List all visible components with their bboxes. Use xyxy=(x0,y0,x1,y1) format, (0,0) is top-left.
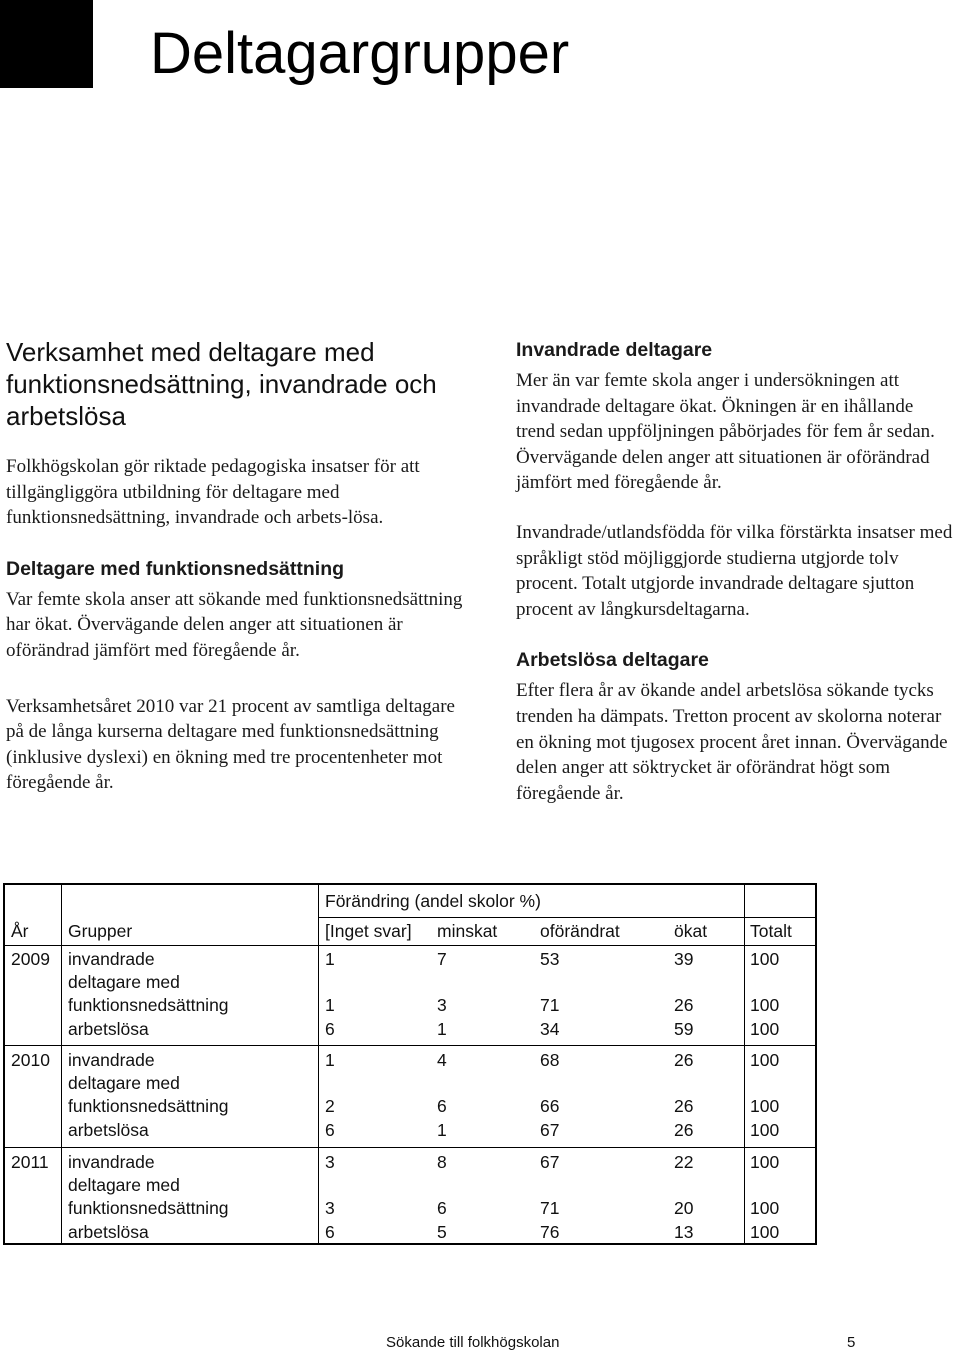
column-header-oforandrat: oförändrat xyxy=(540,921,620,941)
table-group-label: deltagare med xyxy=(68,972,180,992)
table-cell-value: 71 xyxy=(540,995,560,1015)
table-cell-value: 26 xyxy=(674,1050,694,1070)
table-cell-value: 100 xyxy=(750,1050,780,1070)
section-heading: Verksamhet med deltagare med funktionsnedsättning, invandrade och arbetslösa xyxy=(6,337,437,431)
table-cell-value: 68 xyxy=(540,1050,560,1070)
table-cell-value: 3 xyxy=(325,1152,335,1172)
table-divider-header xyxy=(5,945,815,946)
table-cell-value: 3 xyxy=(325,1198,335,1218)
table-cell-value: 5 xyxy=(437,1222,447,1242)
column-header-inget-svar: [Inget svar] xyxy=(325,921,412,941)
table-group-label: deltagare med xyxy=(68,1175,180,1195)
table-group-label: funktionsnedsättning xyxy=(68,1198,229,1218)
column-header-okat: ökat xyxy=(674,921,708,941)
table-cell-value: 100 xyxy=(750,995,780,1015)
table-cell-value: 1 xyxy=(437,1120,447,1140)
table-divider-2010 xyxy=(5,1147,815,1148)
table-cell-value: 26 xyxy=(674,1120,694,1140)
column-header-totalt: Totalt xyxy=(750,921,792,941)
table-cell-value: 6 xyxy=(325,1222,335,1242)
column-header-minskat: minskat xyxy=(437,921,498,941)
table-cell-value: 100 xyxy=(750,1222,780,1242)
table-group-label: funktionsnedsättning xyxy=(68,995,229,1015)
table-divider-2009 xyxy=(5,1045,815,1046)
table-group-label: invandrade xyxy=(68,1050,155,1070)
table-cell-value: 34 xyxy=(540,1019,560,1039)
column-header-grupper: Grupper xyxy=(68,921,133,941)
footer-page-number: 5 xyxy=(847,1334,856,1351)
table-cell-value: 100 xyxy=(750,1198,780,1218)
table-cell-value: 67 xyxy=(540,1152,560,1172)
table-cell-value: 3 xyxy=(437,995,447,1015)
table-group-label: deltagare med xyxy=(68,1073,180,1093)
table-cell-value: 100 xyxy=(750,949,780,969)
paragraph-funktionsnedsattning-2: Verksamhetsåret 2010 var 21 procent av samtliga deltagare på de långa kurserna deltagare med funktionsnedsättning (inklusive dyslexi) en ökning med tre procentenheter mot föregående år. xyxy=(6,695,455,794)
right-column xyxy=(516,336,956,806)
table-cell-value: 1 xyxy=(325,995,335,1015)
table-group-label: funktionsnedsättning xyxy=(68,1096,229,1116)
intro-paragraph: Folkhögskolan gör riktade pedagogiska insatser för att tillgängliggöra utbildning för deltagare med funktionsnedsättning, invandrade och arbets-lösa. xyxy=(6,456,420,529)
table-divider-group-header xyxy=(318,917,815,918)
table-cell-value: 66 xyxy=(540,1096,560,1116)
table-cell-value: 26 xyxy=(674,995,694,1015)
table-cell-value: 4 xyxy=(437,1050,447,1070)
table-cell-value: 6 xyxy=(437,1198,447,1218)
subheading-arbetslosa: Arbetslösa deltagare xyxy=(516,649,709,672)
column-header-year: År xyxy=(11,921,29,941)
table-cell-value: 1 xyxy=(325,949,335,969)
paragraph-funktionsnedsattning-1: Var femte skola anser att sökande med funktionsnedsättning har ökat. Övervägande delen anger att situationen är oförändrad jämfört med föregående år. xyxy=(6,588,463,661)
table-cell-value: 1 xyxy=(325,1050,335,1070)
paragraph-arbetslosa: Efter flera år av ökande andel arbetslösa sökande tycks trenden ha dämpats. Tretton procent av skolorna noterar en ökning mot tjugosex procent året innan. Övervägande delen anger att söktrycket är oförändrat högt som föregående år. xyxy=(516,680,948,804)
table-cell-value: 100 xyxy=(750,1096,780,1116)
table-group-label: invandrade xyxy=(68,1152,155,1172)
change-table xyxy=(3,883,817,1245)
table-divider-year xyxy=(61,885,62,1243)
table-year-label: 2009 xyxy=(11,949,50,969)
table-group-header: Förändring (andel skolor %) xyxy=(325,891,541,911)
table-cell-value: 59 xyxy=(674,1019,694,1039)
table-group-label: arbetslösa xyxy=(68,1019,149,1039)
table-cell-value: 39 xyxy=(674,949,694,969)
table-group-label: invandrade xyxy=(68,949,155,969)
subheading-invandrade: Invandrade deltagare xyxy=(516,339,713,361)
footer-publication: Sökande till folkhögskolan xyxy=(386,1334,560,1351)
left-column xyxy=(6,336,466,796)
page-title: Deltagargrupper xyxy=(150,21,570,86)
chapter-marker-block xyxy=(0,0,93,88)
table-cell-value: 67 xyxy=(540,1120,560,1140)
table-cell-value: 26 xyxy=(674,1096,694,1116)
table-cell-value: 22 xyxy=(674,1152,694,1172)
table-cell-value: 1 xyxy=(437,1019,447,1039)
table-cell-value: 20 xyxy=(674,1198,694,1218)
table-year-label: 2011 xyxy=(11,1152,49,1172)
table-group-label: arbetslösa xyxy=(68,1222,149,1242)
table-cell-value: 6 xyxy=(325,1019,335,1039)
table-cell-value: 71 xyxy=(540,1198,560,1218)
table-year-label: 2010 xyxy=(11,1050,50,1070)
table-cell-value: 13 xyxy=(674,1222,694,1242)
table-cell-value: 8 xyxy=(437,1152,447,1172)
table-cell-value: 100 xyxy=(750,1019,780,1039)
table-cell-value: 76 xyxy=(540,1222,560,1242)
paragraph-invandrade-1: Mer än var femte skola anger i undersökningen att invandrade deltagare ökat. Ökningen är en ihållande trend sedan uppföljningen påbörjades för fem år sedan. Övervägande delen anger att situationen är oförändrad jämfört med föregående år. xyxy=(516,370,935,494)
table-cell-value: 6 xyxy=(437,1096,447,1116)
table-cell-value: 100 xyxy=(750,1152,780,1172)
table-divider-totalt xyxy=(744,885,745,1243)
table-cell-value: 53 xyxy=(540,949,560,969)
table-divider-groups xyxy=(318,885,319,1243)
table-group-label: arbetslösa xyxy=(68,1120,149,1140)
table-cell-value: 6 xyxy=(325,1120,335,1140)
table-cell-value: 100 xyxy=(750,1120,780,1140)
table-cell-value: 7 xyxy=(437,949,447,969)
subheading-funktionsnedsattning: Deltagare med funktionsnedsättning xyxy=(6,557,345,580)
paragraph-invandrade-2: Invandrade/utlandsfödda för vilka förstärkta insatser med språkligt stöd möjliggjorde studierna utgjorde tolv procent. Totalt utgjorde invandrade deltagare sjutton procent av långkursdeltagarna. xyxy=(516,521,953,620)
table-cell-value: 2 xyxy=(325,1096,335,1116)
